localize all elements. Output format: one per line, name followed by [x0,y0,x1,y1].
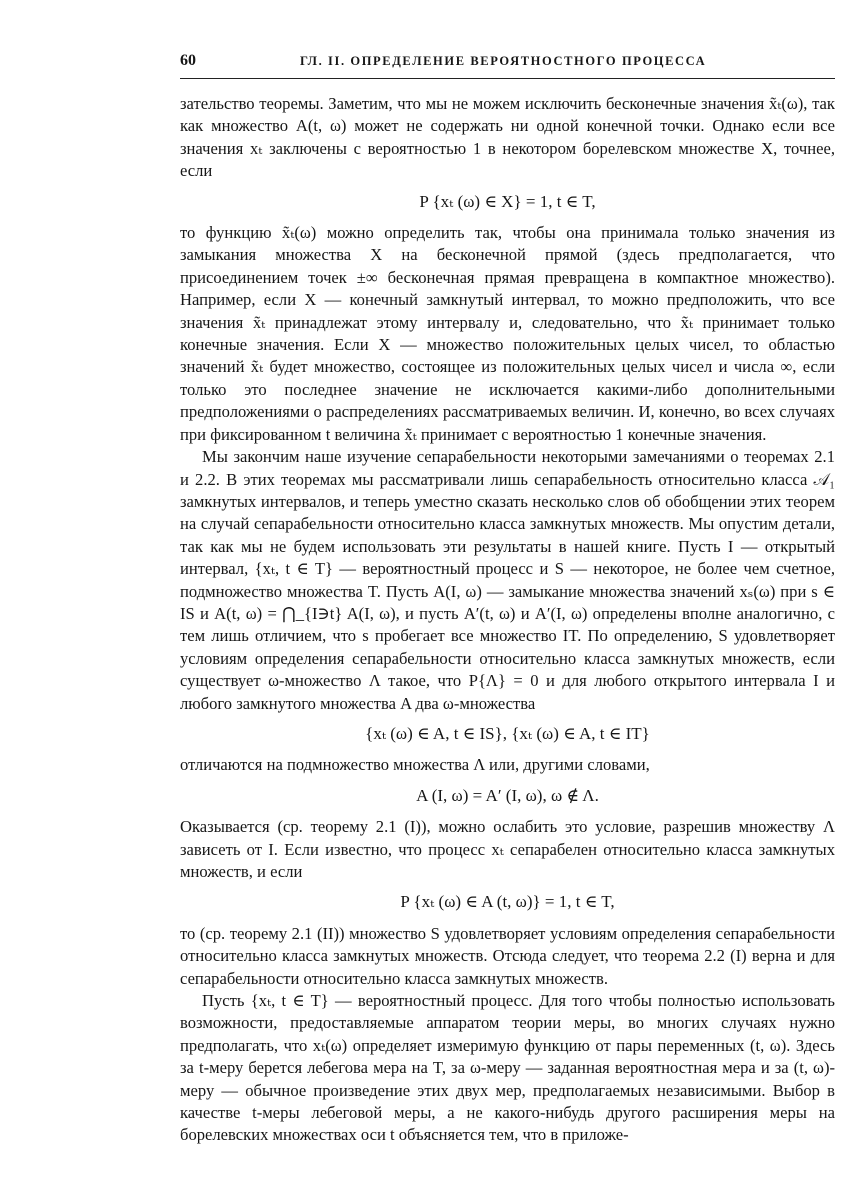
formula-omega-sets: {xₜ (ω) ∈ A, t ∈ IS}, {xₜ (ω) ∈ A, t ∈ IT} [365,723,650,743]
paragraph-measurability: Пусть {xₜ, t ∈ T} — вероятностный процесс. Для того чтобы полностью использовать возможности, предоставляемые аппаратом теории меры, во многих случаях нужно предполагать, что xₜ(ω) определяет измеримую функцию от пары переменных (t, ω). Здесь за t-меру берется лебегова мера на T, за ω-меру — заданная вероятностная мера и за (t, ω)-меру — обычное произведение этих двух мер, предполагаемых независимыми. Выбор в качестве t-меры лебеговой меры, а не какого-нибудь другого расширения меры на борелевских множествах оси t объясняется тем, что в приложе- [180,991,835,1145]
page-number: 60 [180,52,196,69]
book-page [180,44,835,1174]
paragraph-theorem-consequence: то (ср. теорему 2.1 (II)) множество S удовлетворяет условиям определения сепарабельности относительно класса замкнутых множеств. Отсюда следует, что теорема 2.2 (I) верна и для сепарабельности относительно класса замкнутых множеств. [180,923,835,988]
paragraph-continuation: зательство теоремы. Заметим, что мы не можем исключить бесконечные значения x̃ₜ(ω), так как множество A(t, ω) может не содержать ни одной конечной точки. Однако если все значения xₜ заключены с вероятностью 1 в некотором борелевском множестве X, точнее, если [180,94,835,181]
paragraph-weaken-condition: Оказывается (ср. теорему 2.1 (I)), можно ослабить это условие, разрешив множеству Λ зависеть от I. Если известно, что процесс xₜ сепарабелен относительно класса замкнутых множеств, и если [180,817,835,881]
page-body [180,79,835,1147]
running-head: ГЛ. II. ОПРЕДЕЛЕНИЕ ВЕРОЯТНОСТНОГО ПРОЦЕССА [300,54,707,68]
formula-a-equals-a-prime: A (I, ω) = A′ (I, ω), ω ∉ Λ. [416,785,599,805]
formula-probability-in-x: P {xₜ (ω) ∈ X} = 1, t ∈ T, [419,191,596,211]
paragraph-separability-remarks: Мы закончим наше изучение сепарабельности некоторыми замечаниями о теоремах 2.1 и 2.2. В этих теоремах мы рассматривали лишь сепарабельность относительно класса 𝒜₁ замкнутых интервалов, и теперь уместно сказать несколько слов об обобщении этих теорем на случай сепарабельности относительно класса замкнутых множеств. Мы опустим детали, так как мы не будем использовать эти результаты в нашей книге. Пусть I — открытый интервал, {xₜ, t ∈ T} — вероятностный процесс и S — некоторое, не более чем счетное, подмножество множества T. Пусть A(I, ω) — замыкание множества значений xₛ(ω) при s ∈ IS и A(t, ω) = ⋂_{I∋t} A(I, ω), и пусть A′(t, ω) и A′(I, ω) определены вполне аналогично, с тем лишь отличием, что s пробегает все множество IT. По определению, S удовлетворяет условиям определения сепарабельности относительно класса замкнутых множеств, если существует ω-множество Λ такое, что P{Λ} = 0 и для любого открытого интервала I и любого замкнутого множества A два ω-множества [180,447,835,713]
formula-probability-in-a: P {xₜ (ω) ∈ A (t, ω)} = 1, t ∈ T, [400,892,615,912]
paragraph-function-values: то функцию x̃ₜ(ω) можно определить так, чтобы она принимала только значения из замыкания множества X на бесконечной прямой (здесь предполагается, что присоединением точек ±∞ бесконечная прямая превращена в компактное множество). Например, если X — конечный замкнутый интервал, то можно предположить, что все значения x̃ₜ принадлежат этому интервалу и, следовательно, что x̃ₜ принимает только конечные значения. Если X — множество положительных целых чисел, то областью значений x̃ₜ будет множество, состоящее из положительных целых чисел и числа ∞, если только это последнее значение не исключается какими-либо дополнительными предположениями о распределениях рассматриваемых величин. И, конечно, во всех случаях при фиксированном t величина x̃ₜ принимает с вероятностью 1 конечные значения. [180,223,835,444]
paragraph-differ-by-subset: отличаются на подмножество множества Λ или, другими словами, [180,755,650,775]
page-header [180,44,835,79]
